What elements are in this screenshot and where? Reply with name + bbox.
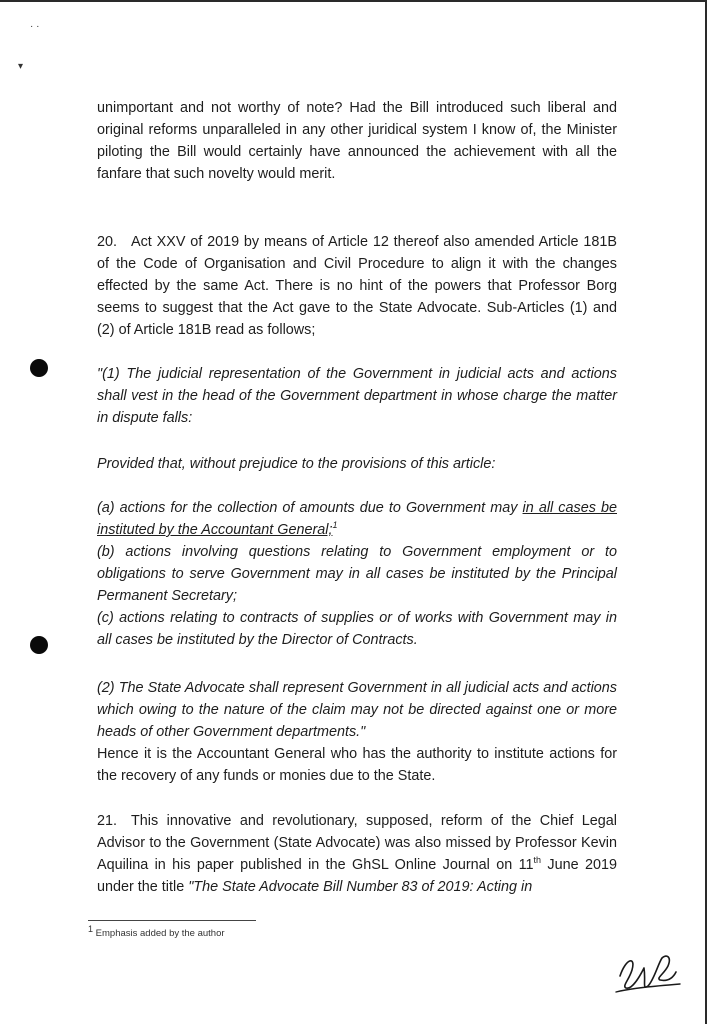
paragraph-21-text-middle: June 2019 under the title [97, 857, 618, 895]
handwritten-initials-signature [612, 946, 684, 998]
quote-item-a-text: (a) actions for the collection of amounts due to Government may [97, 500, 523, 516]
quote-subarticle-2-text: (2) The State Advocate shall represent Government in all judicial acts and actions which owing to the nature of the claim may not be directed against one or more heads of other Government departments." [97, 680, 617, 740]
footnote-marker: 1 [88, 923, 94, 934]
quote-item-c [97, 607, 617, 651]
paragraph-20-text: Act XXV of 2019 by means of Article 12 thereof also amended Article 181B of the Code of Organisation and Civil Procedure to align it with the changes effected by the same Act. There is no hint of the powers that Professor Borg seems to suggest that the Act gave to the State Advocate. Sub-Articles (1) and (2) of Article 181B read as follows; [97, 234, 617, 338]
paragraph-21 [97, 810, 617, 898]
paper-title-italic: "The State Advocate Bill Number 83 of 2019: Acting in [188, 879, 533, 895]
footnote-divider [88, 920, 256, 921]
footnote-reference: 1 [332, 520, 338, 531]
quote-item-a-underlined-text: in all cases be instituted by the Accountant General; [97, 500, 617, 538]
continuation-text: unimportant and not worthy of note? Had the Bill introduced such liberal and original reforms unparalleled in any other juridical system I know of, the Minister piloting the Bill would certainly have announced the achievement with all the fanfare that such novelty would merit. [97, 100, 617, 182]
quote-item-b [97, 541, 617, 607]
scan-speck: ▾ [18, 61, 24, 72]
quote-subarticle-1-text: "(1) The judicial representation of the Government in judicial acts and actions shall vest in the head of the Government department in whose charge the matter in dispute falls: [97, 366, 617, 426]
quote-proviso-text: Provided that, without prejudice to the provisions of this article: [97, 456, 496, 472]
quote-item-b-text: (b) actions involving questions relating to Government employment or to obligations to serve Government may in all cases be instituted by the Principal Permanent Secretary; [97, 544, 617, 604]
footnote-text: Emphasis added by the author [95, 928, 225, 939]
quote-item-a [97, 497, 617, 541]
continuation-paragraph [97, 97, 617, 185]
paragraph-20 [97, 231, 617, 341]
conclusion-paragraph [97, 743, 617, 787]
quote-item-c-text: (c) actions relating to contracts of supplies or of works with Government may in all cases be instituted by the Director of Contracts. [97, 610, 617, 648]
paragraph-number: 21. [97, 813, 118, 829]
paragraph-number: 20. [97, 234, 118, 250]
punch-hole-lower [30, 636, 48, 654]
quote-subarticle-2 [97, 677, 617, 743]
scan-speck: · · [30, 21, 40, 32]
conclusion-text: Hence it is the Accountant General who has the authority to institute actions for the recovery of any funds or monies due to the State. [97, 746, 617, 784]
paragraph-21-text: This innovative and revolutionary, supposed, reform of the Chief Legal Advisor to the Government (State Advocate) was also missed by Professor Kevin Aquilina in his paper published in the GhSL Online Journal on 11 [97, 813, 617, 873]
punch-hole-upper [30, 359, 48, 377]
footnote [88, 923, 225, 939]
quote-proviso [97, 453, 617, 475]
quote-subarticle-1 [97, 363, 617, 429]
date-superscript: th [533, 855, 542, 866]
quote-provisos-list [97, 497, 617, 651]
